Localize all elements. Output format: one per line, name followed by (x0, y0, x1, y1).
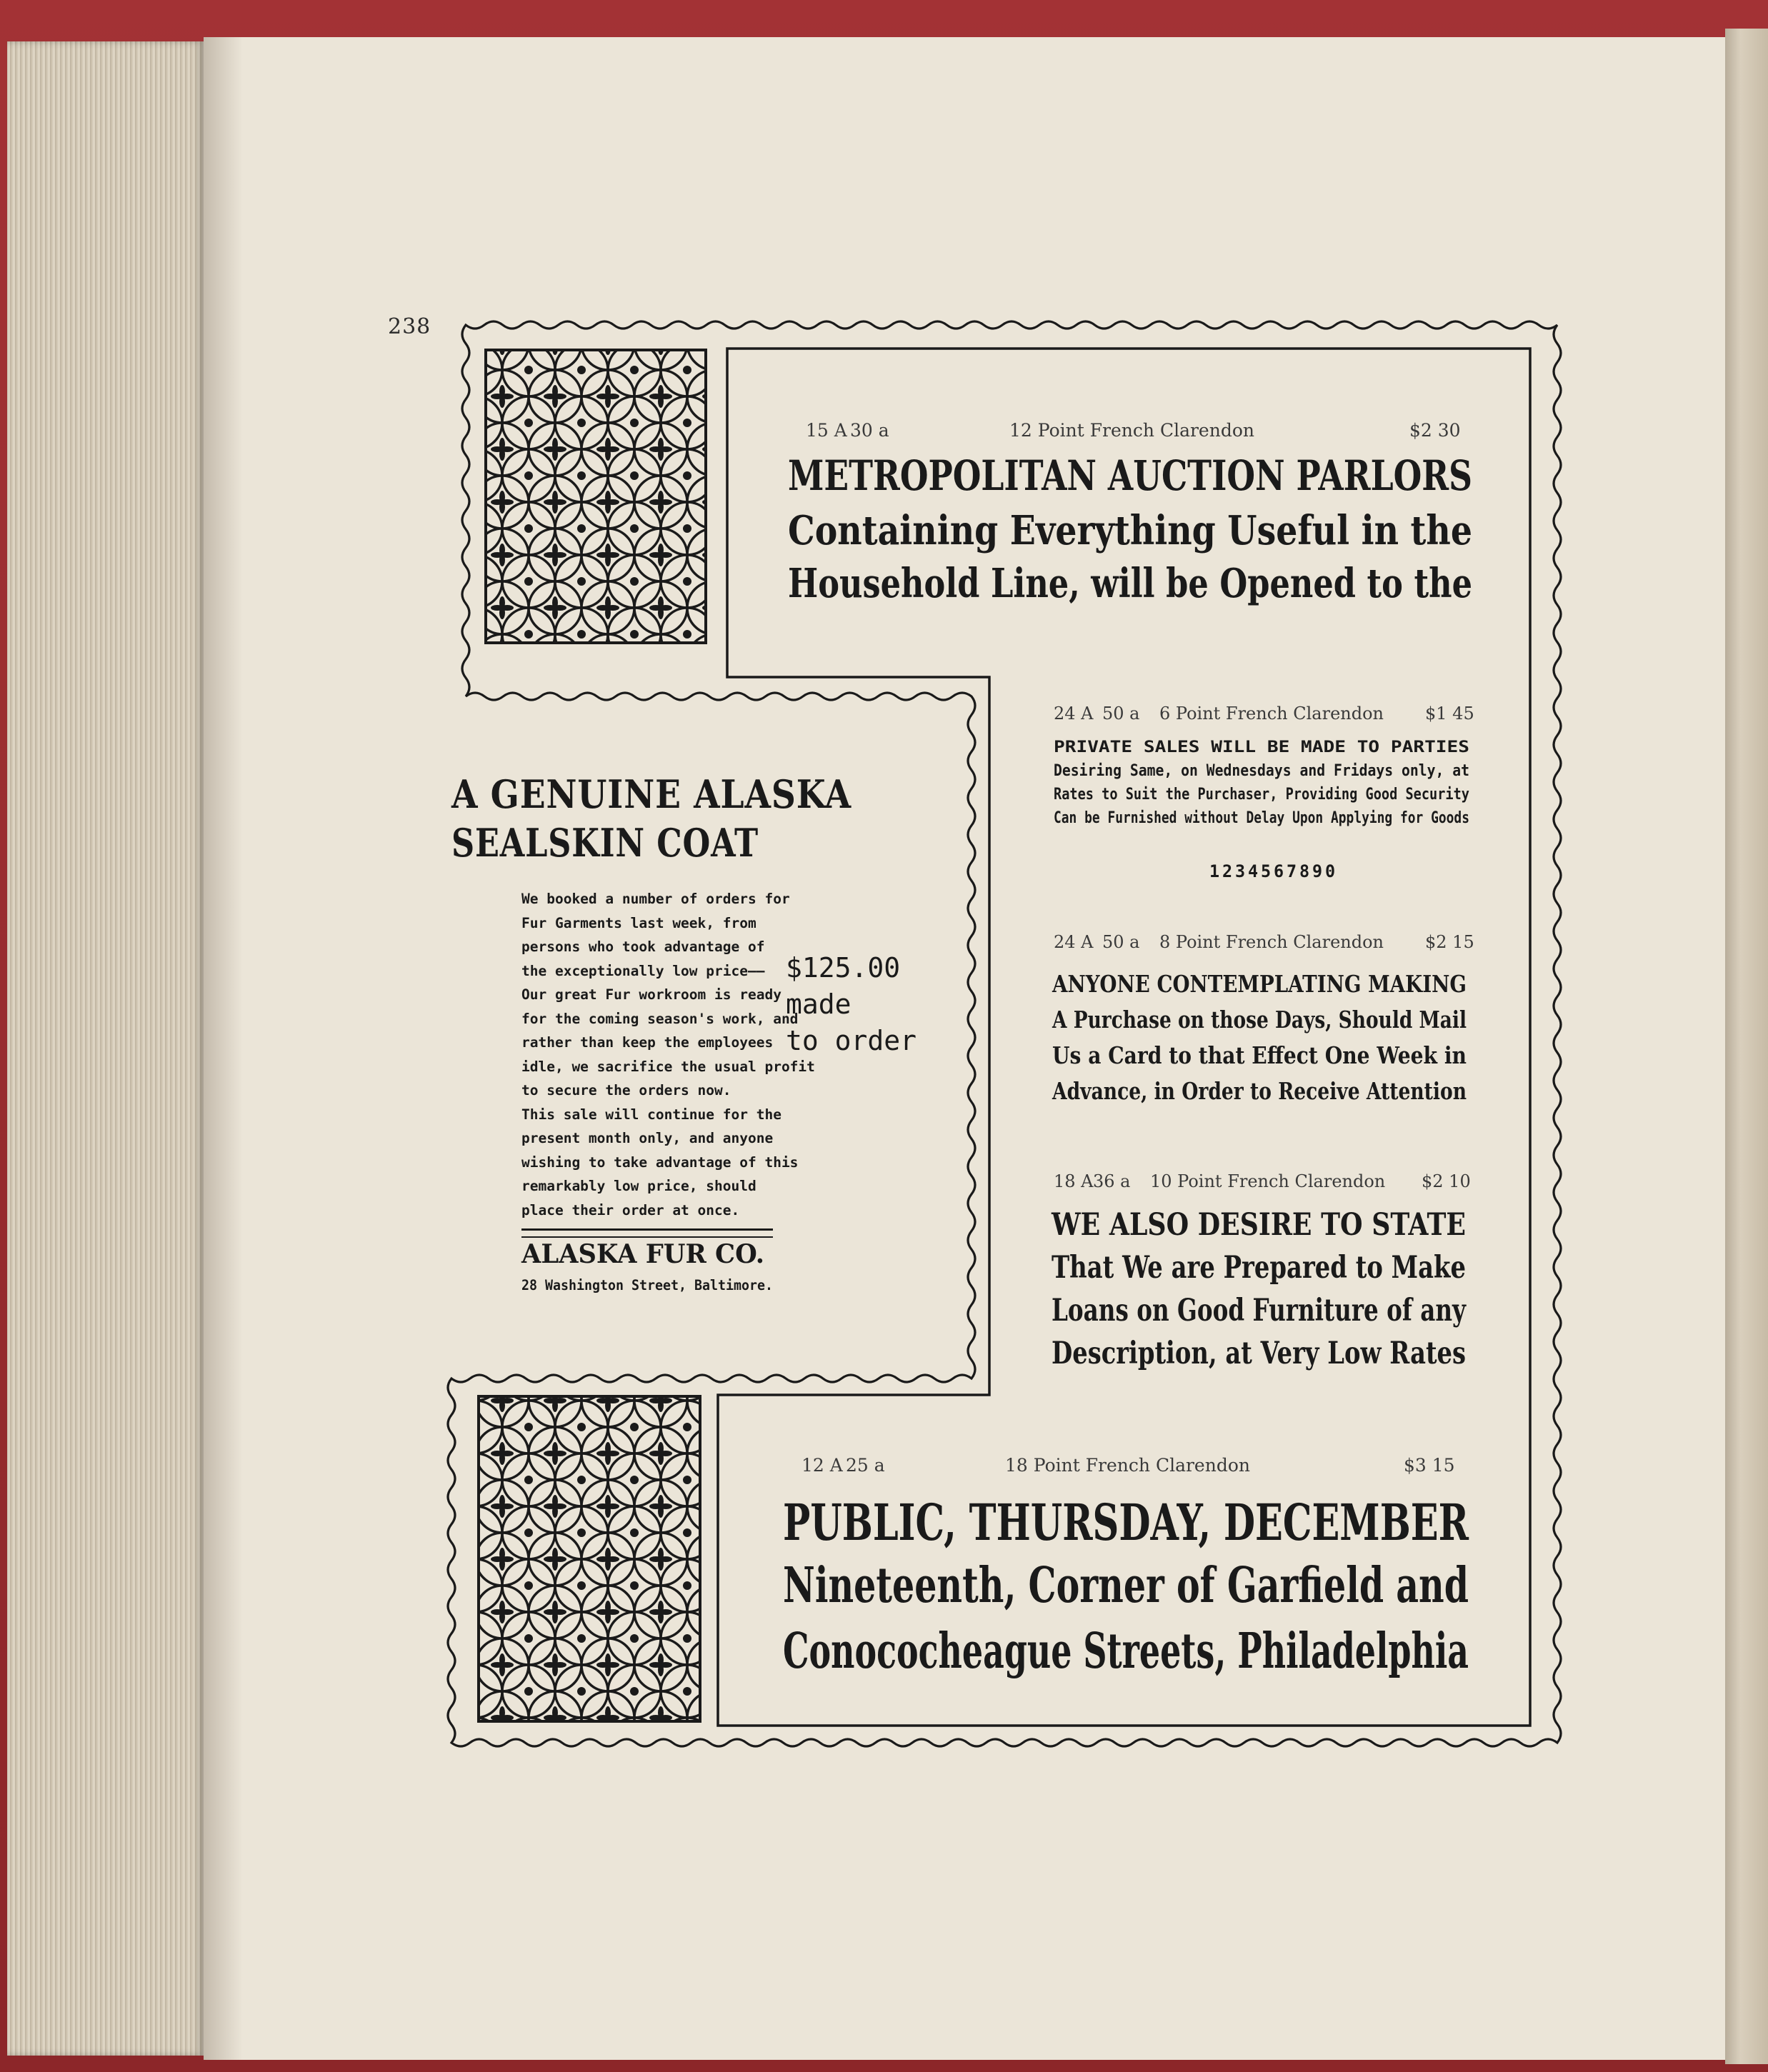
quantity-lower: 50 a (1102, 932, 1140, 952)
body-line: wishing to take advantage of this (521, 1153, 799, 1171)
quantity-caps: 12 A (801, 1455, 843, 1476)
font-price: $3 15 (1404, 1455, 1455, 1476)
specimen-18pt-line-2: Nineteenth, Corner of Garfield and (783, 1557, 1469, 1614)
specimen-12pt-line-3: Household Line, will be Opened to the (788, 560, 1472, 607)
coat-ad-address: 28 Washington Street, Baltimore. (521, 1277, 773, 1293)
coat-price: $125.00 (786, 952, 901, 984)
font-price: $2 10 (1422, 1171, 1471, 1191)
coat-ad-company: ALASKA FUR CO. (521, 1239, 764, 1269)
font-name: 8 Point French Clarendon (1159, 932, 1384, 952)
specimen-12pt-line-1: METROPOLITAN AUCTION PARLORS (788, 451, 1472, 500)
body-line: present month only, and anyone (521, 1130, 774, 1146)
coat-price-note-1: made (786, 989, 851, 1020)
font-name: 18 Point French Clarendon (1005, 1455, 1250, 1476)
coat-ad-subheading: SEALSKIN COAT (451, 820, 759, 866)
specimen-10pt-line-1: WE ALSO DESIRE TO STATE (1052, 1207, 1466, 1243)
specimen-6pt-line-3: Rates to Suit the Purchaser, Providing Good Security (1054, 786, 1469, 804)
body-line: remarkably low price, should (521, 1178, 756, 1194)
specimen-10pt-line-2: That We are Prepared to Make (1052, 1250, 1466, 1286)
body-line: rather than keep the employees (521, 1034, 774, 1051)
body-line: We booked a number of orders for (521, 891, 790, 907)
coat-ad-rule (521, 1228, 773, 1238)
body-line: Fur Garments last week, from (521, 914, 756, 931)
specimen-10pt-line-3: Loans on Good Furniture of any (1052, 1293, 1466, 1328)
specimen-8pt-line-2: A Purchase on those Days, Should Mail (1052, 1006, 1467, 1034)
ornament-panel-bottom (479, 1396, 700, 1721)
ornament-panel-top (486, 350, 706, 643)
quantity-caps: 18 A (1054, 1171, 1094, 1191)
specimen-12pt-line-2: Containing Everything Useful in the (788, 507, 1472, 554)
specimen-8pt-line-3: Us a Card to that Effect One Week in (1052, 1041, 1467, 1069)
specimen-8pt-line-1: ANYONE CONTEMPLATING MAKING (1052, 970, 1467, 998)
font-name: 6 Point French Clarendon (1159, 704, 1384, 724)
body-line: This sale will continue for the (521, 1106, 781, 1123)
font-price: $1 45 (1425, 704, 1474, 724)
quantity-lower: 36 a (1093, 1171, 1131, 1191)
coat-price-note-2: to order (786, 1025, 917, 1056)
body-line: persons who took advantage of (521, 939, 765, 955)
font-name: 12 Point French Clarendon (1009, 420, 1254, 441)
body-line: idle, we sacrifice the usual profit (521, 1058, 815, 1075)
specimen-18pt-line-1: PUBLIC, THURSDAY, DECEMBER (783, 1493, 1469, 1552)
body-line: Our great Fur workroom is ready (521, 986, 781, 1003)
quantity-lower: 25 a (846, 1455, 885, 1476)
specimen-10pt-line-4: Description, at Very Low Rates (1052, 1336, 1466, 1371)
specimen-18pt-line-3: Conococheague Streets, Philadelphia (783, 1623, 1469, 1680)
specimen-8pt-line-4: Advance, in Order to Receive Attention (1052, 1077, 1467, 1105)
specimen-6pt-figures: 1234567890 (1209, 861, 1338, 881)
body-line: place their order at once. (521, 1201, 740, 1218)
specimen-6pt-line-2: Desiring Same, on Wednesdays and Fridays only, at (1054, 762, 1469, 780)
body-line: to secure the orders now. (521, 1082, 731, 1098)
coat-ad-heading: A GENUINE ALASKA (451, 771, 851, 817)
font-price: $2 15 (1425, 932, 1474, 952)
font-name: 10 Point French Clarendon (1150, 1171, 1386, 1191)
font-price: $2 30 (1409, 420, 1461, 441)
quantity-lower: 30 a (850, 420, 889, 441)
page-number: 238 (388, 314, 431, 339)
quantity-caps: 24 A (1054, 704, 1094, 724)
quantity-caps: 24 A (1054, 932, 1094, 952)
specimen-6pt-line-4: Can be Furnished without Delay Upon Applying for Goods (1054, 809, 1469, 827)
quantity-caps: 15 A (806, 420, 847, 441)
body-line: for the coming season's work, and (521, 1010, 799, 1027)
body-line: the exceptionally low price—— (521, 962, 765, 979)
coat-ad-body (521, 887, 815, 1222)
quantity-lower: 50 a (1102, 704, 1140, 724)
specimen-6pt-line-1: PRIVATE SALES WILL BE MADE TO PARTIES (1054, 739, 1469, 756)
